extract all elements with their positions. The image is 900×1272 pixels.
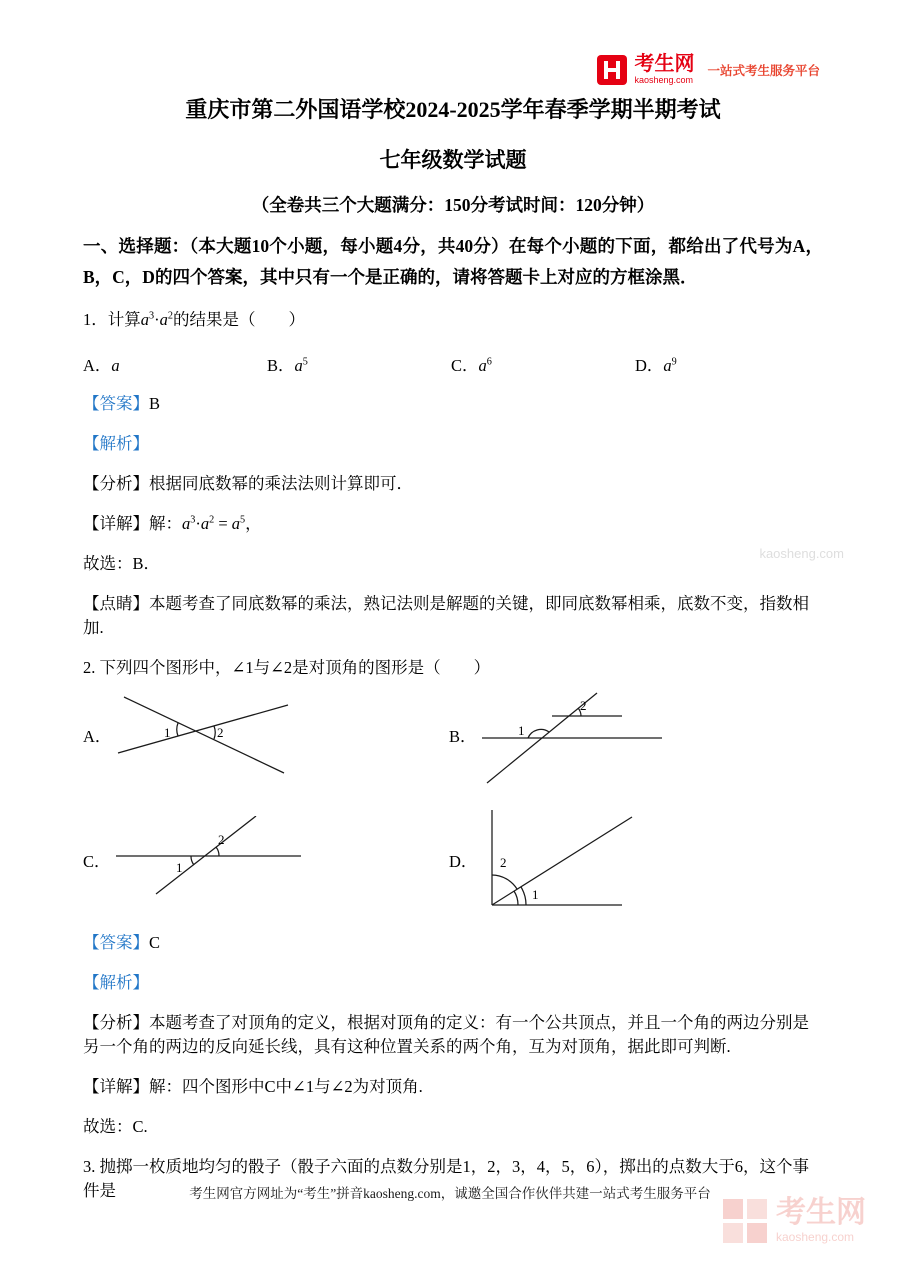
- answer-label: 【答案】: [83, 394, 149, 414]
- equation-tail: ，: [245, 513, 262, 533]
- math-exponent: 3: [149, 310, 155, 322]
- q1-stem-prefix: 1．计算: [83, 310, 141, 330]
- figure-b-svg: [482, 686, 667, 784]
- option-label: C．: [451, 356, 479, 376]
- math-base: a: [159, 310, 168, 330]
- figure-d: [449, 805, 823, 915]
- answer-value: B: [149, 394, 161, 414]
- angle-2-label: 2: [217, 832, 225, 848]
- option-exponent: 6: [486, 356, 492, 368]
- q2-fenxi-line: 【分析】本题考查了对顶角的定义，根据对顶角的定义：有一个公共顶点，并且一个角的两边分别是另一个角的两边的反向延长线，具有这种位置关系的两个角，互为对顶角，据此即可判断.: [83, 1013, 809, 1057]
- math-base: a: [182, 513, 191, 533]
- brand-text: [634, 54, 694, 85]
- math-exponent: 2: [209, 514, 215, 526]
- q2-guxuan-line: 故选：C.: [83, 1117, 148, 1137]
- q2-figures: [83, 685, 823, 915]
- brand-name: 考生网: [634, 53, 695, 75]
- q1-options-row: [83, 352, 823, 376]
- option-a: [83, 352, 267, 376]
- q1-stem: [83, 308, 823, 332]
- math-exponent: 5: [240, 514, 246, 526]
- q2-xiangjie-line: 【详解】解：四个图形中C中∠1与∠2为对顶角.: [83, 1077, 423, 1097]
- math-dot: ·: [154, 310, 160, 330]
- figure-c-svg: [116, 816, 301, 904]
- q1-guxuan-line: 故选：B．: [83, 553, 161, 573]
- angle-2-label: 2: [500, 855, 507, 871]
- angle-1-label: 1: [175, 860, 183, 876]
- option-label: A．: [83, 356, 112, 376]
- option-exponent: 5: [302, 356, 308, 368]
- watermark-domain-faint: kaosheng.com: [759, 546, 844, 561]
- q1-stem-suffix: 的结果是（ ）: [172, 310, 305, 330]
- math-exponent: 2: [167, 310, 173, 322]
- q2-jiexi-line: [83, 971, 823, 995]
- jiexi-label: 【解析】: [83, 973, 149, 993]
- option-value: a: [478, 356, 487, 376]
- watermark-name: 考生网: [776, 1196, 866, 1229]
- q2-stem: 2. 下列四个图形中，∠1与∠2是对顶角的图形是（ ）: [83, 657, 491, 677]
- figure-c: [83, 805, 449, 915]
- q1-math-expression: [141, 310, 173, 329]
- document-content: [83, 96, 823, 1203]
- q1-xiangjie-line: [83, 512, 823, 536]
- option-label: D．: [635, 356, 664, 376]
- exam-meta: （全卷共三个大题满分：150分考试时间：120分钟）: [251, 194, 655, 215]
- option-exponent: 9: [671, 356, 677, 368]
- answer-value: C: [149, 933, 161, 953]
- q1-answer-line: [83, 392, 823, 416]
- angle-1-label: 1: [517, 723, 525, 739]
- page-title: 重庆市第二外国语学校2024-2025学年春季学期半期考试: [185, 97, 721, 122]
- q2-answer-line: [83, 931, 823, 955]
- math-exponent: 3: [190, 514, 196, 526]
- section-heading: 一、选择题：（本大题10个小题，每小题4分，共40分）在每个小题的下面，都给出了代号为A，B，C，D的四个答案，其中只有一个是正确的，请将答题卡上对应的方框涂黑．: [83, 235, 823, 287]
- watermark-grid-icon: [723, 1199, 767, 1243]
- option-value: a: [663, 356, 672, 376]
- answer-label: 【答案】: [83, 933, 149, 953]
- math-base: a: [200, 513, 210, 533]
- option-value: a: [111, 356, 120, 376]
- q1-dianjing-line: 【点睛】本题考查了同底数幂的乘法，熟记法则是解题的关键，即同底数幂相乘，底数不变，指数相加.: [83, 593, 809, 637]
- watermark-logo: [723, 1198, 866, 1243]
- footer-text: 考生网官方网址为“考生”拼音kaosheng.com，诚邀全国合作伙伴共建一站式考生服务平台: [189, 1186, 711, 1201]
- math-equals: =: [214, 513, 232, 533]
- q1-fenxi-line: 【分析】根据同底数幂的乘法法则计算即可．: [83, 473, 413, 493]
- figure-d-svg: [482, 805, 657, 915]
- option-label: B．: [267, 356, 295, 376]
- option-d: [635, 352, 677, 376]
- brand-domain: kaosheng.com: [634, 75, 694, 85]
- q1-equation: [182, 514, 245, 533]
- math-base: a: [231, 513, 241, 533]
- watermark-domain: kaosheng.com: [776, 1230, 855, 1244]
- q3-stem: 3. 抛掷一枚质地均匀的骰子（骰子六面的点数分别是1，2，3，4，5，6），掷出的点数大于6，这个事件是: [83, 1156, 809, 1200]
- xiangjie-prefix: 【详解】解：: [83, 513, 182, 533]
- figure-b: [449, 685, 823, 785]
- figure-label: D．: [449, 852, 478, 872]
- jiexi-label: 【解析】: [83, 433, 149, 453]
- figure-a: [83, 685, 449, 785]
- option-value: a: [294, 356, 303, 376]
- angle-2-label: 2: [217, 725, 224, 741]
- kaosheng-logo-icon: [597, 55, 627, 85]
- figure-label: B．: [449, 727, 477, 747]
- figure-label: C．: [83, 852, 111, 872]
- brand-tagline: 一站式考生服务平台: [707, 63, 820, 78]
- q1-jiexi-line: [83, 432, 823, 456]
- option-c: [451, 352, 635, 376]
- math-dot: ·: [195, 513, 201, 533]
- angle-2-label: 2: [579, 698, 587, 714]
- angle-1-label: 1: [164, 725, 171, 741]
- math-base: a: [140, 310, 149, 330]
- angle-1-label: 1: [532, 887, 539, 903]
- watermark-text: [776, 1198, 866, 1243]
- brand-logo: [597, 54, 820, 85]
- figure-label: A．: [83, 727, 112, 747]
- page-subtitle: 七年级数学试题: [379, 147, 527, 172]
- option-b: [267, 352, 451, 376]
- figure-a-svg: [116, 685, 291, 785]
